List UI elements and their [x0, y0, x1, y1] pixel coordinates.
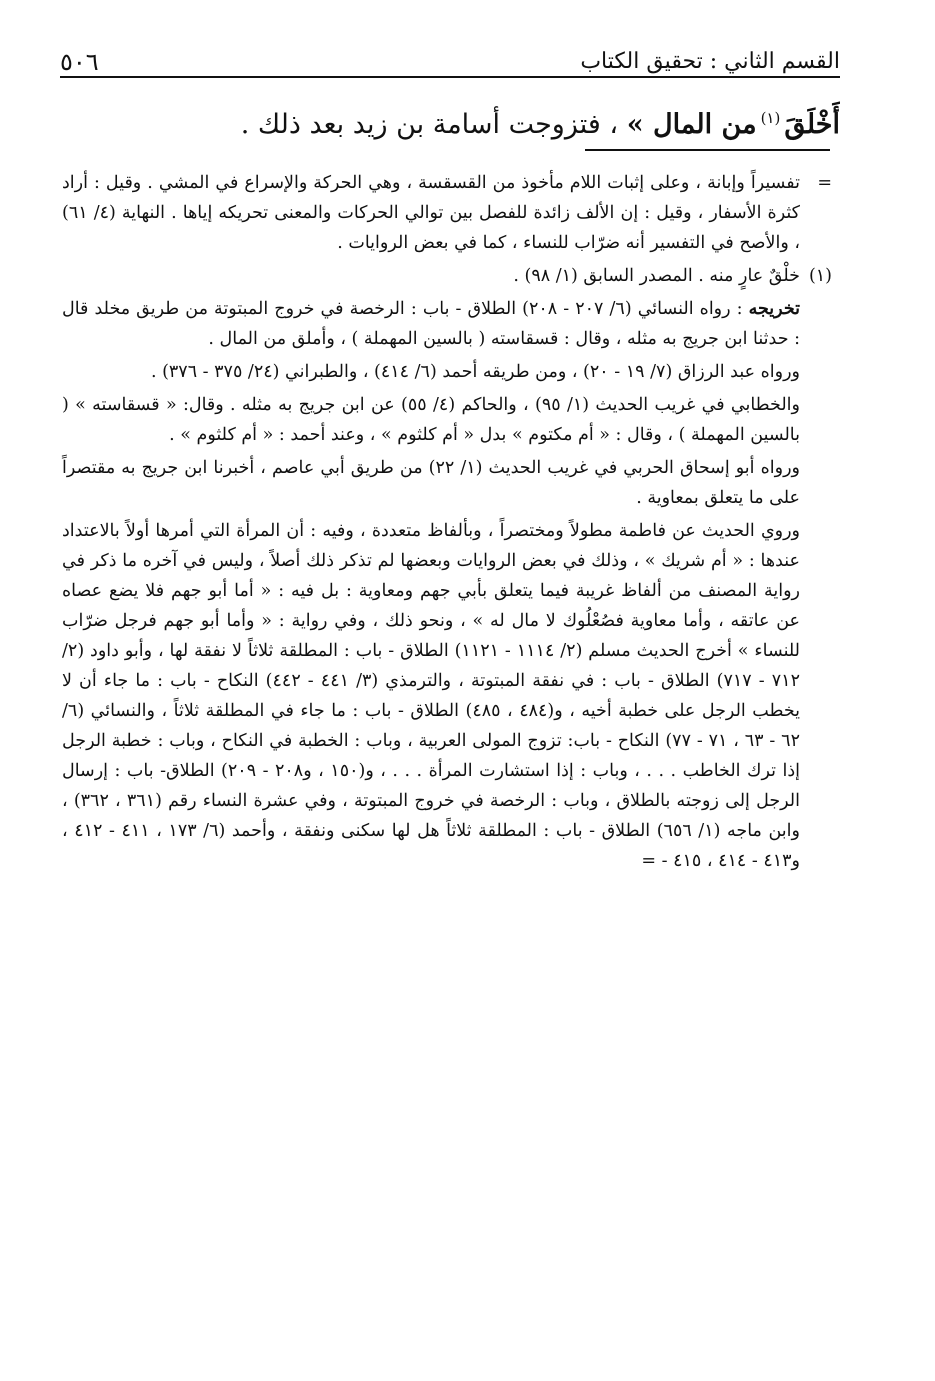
- paragraph-abdulrazzaq: ورواه عبد الرزاق (٧/ ١٩ - ٢٠) ، ومن طريقه أحمد (٦/ ٤١٤) ، والطبراني (٢٤/ ٣٧٥ - ٣٧٦) .: [150, 362, 800, 382]
- takhrij-paragraph: [62, 294, 832, 354]
- section-title: القسم الثاني : تحقيق الكتاب: [580, 49, 840, 74]
- paragraph-khattabi: والخطابي في غريب الحديث (١/ ٩٥) ، والحاكم (٤/ ٥٥) عن ابن جريج به مثله . وقال: « قسقاسته » ( بالسين المهملة ) ، وقال : « أم مكتوم » بدل « أم كلثوم » ، وعند أحمد : « أم كلثوم » .: [62, 395, 800, 445]
- footnotes-block: [62, 168, 832, 879]
- main-bold-phrase: من المال »: [626, 109, 757, 140]
- footnote-1-marker: (١): [808, 266, 832, 286]
- page-header: [60, 36, 840, 76]
- continuation-text: تفسيراً وإبانة ، وعلى إثبات اللام مأخوذ من القسقسة ، وهي الحركة والإسراع في المشي . وقيل : أراد كثرة الأسفار ، وقيل : إن الألف زائدة للفصل بين توالي الحركات والمعنى تحريكه إياها . النهاية (٤/ ٦١) ، والأصح في التفسير أنه ضرّاب للنساء ، كما في بعض الروايات .: [62, 173, 800, 253]
- header-divider: [60, 76, 840, 78]
- footnote-divider: [585, 149, 830, 151]
- main-text-line: [60, 98, 840, 145]
- footnote-1: [62, 261, 832, 291]
- paragraph-harbi: ورواه أبو إسحاق الحربي في غريب الحديث (١/ ٢٢) من طريق أبي عاصم ، أخبرنا ابن جريج به مقتصراً على ما يتعلق بمعاوية .: [62, 458, 800, 508]
- takhrij-lead: تخريجه: [748, 299, 800, 319]
- continuation-marker: =: [817, 173, 832, 193]
- footnote-reference: (١): [760, 109, 781, 127]
- takhrij-text: : رواه النسائي (٦/ ٢٠٧ - ٢٠٨) الطلاق - باب : الرخصة في خروج المبتوتة من طريق مخلد قال : حدثنا ابن جريج به مثله ، وقال : قسقاسته ( بالسين المهملة ) ، وأملق من المال .: [62, 299, 800, 349]
- paragraph-fatima: وروي الحديث عن فاطمة مطولاً ومختصراً ، وبألفاظ متعددة ، وفيه : أن المرأة التي أمرها أولاً بالاعتداد عندها : « أم شريك » ، وذلك في بعض الروايات وبعضها لم تذكر ذلك أصلاً ، وليس في آخره ما ذكر في رواية المصنف من ألفاظ غريبة فيما يتعلق بأبي جهم ومعاوية : بل فيه : « أما أبو جهم فلا يضع عصاه عن عاتقه ، وأما معاوية فصُعْلُوك لا مال له » ، ونحو ذلك ، وفي رواية : « وأما أبو جهم فرجل ضرّاب للنساء » أخرج الحديث مسلم (٢/ ١١١٤ - ١١٢١) الطلاق - باب : المطلقة ثلاثاً لا نفقة لها ، وأبو داود (٢/ ٧١٢ - ٧١٧) الطلاق - باب : في نفقة المبتوتة ، والترمذي (٣/ ٤٤١ - ٤٤٢) النكاح - باب : ما جاء أن لا يخطب الرجل على خطبة أخيه ، و(٤٨٤ ، ٤٨٥) الطلاق - باب : ما جاء في المطلقة ثلاثاً ، والنسائي (٦/ ٦٢ - ٦٣ ، ٧١ - ٧٧) النكاح - باب: تزوج المولى العربية ، وباب : الخطبة في النكاح ، وباب : خطبة الرجل إذا ترك الخاطب . . . ، وباب : إذا استشارت المرأة . . . ، و(١٥٠ ، و٢٠٨ - ٢٠٩) الطلاق- باب : إرسال الرجل إلى زوجته بالطلاق ، وباب : الرخصة في خروج المبتوتة ، وفي عشرة النساء رقم (٣٦١ ، ٣٦٢) ، وابن ماجه (١/ ٦٥٦) الطلاق - باب : المطلقة ثلاثاً هل لها سكنى ونفقة ، وأحمد (٦/ ١٧٣ ، ٤١١ - ٤١٢ ، و٤١٣ - ٤١٤ ، ٤١٥ - =: [62, 521, 800, 871]
- main-bold-word: أَخْلَقَ: [784, 109, 840, 140]
- page-number: ٥٠٦: [60, 48, 99, 76]
- footnote-1-text: خلْقٌ عارٍ منه . المصدر السابق (١/ ٩٨) .: [513, 266, 800, 286]
- footnote-continuation: [62, 168, 832, 258]
- main-text-rest: ، فتزوجت أسامة بن زيد بعد ذلك .: [240, 109, 619, 140]
